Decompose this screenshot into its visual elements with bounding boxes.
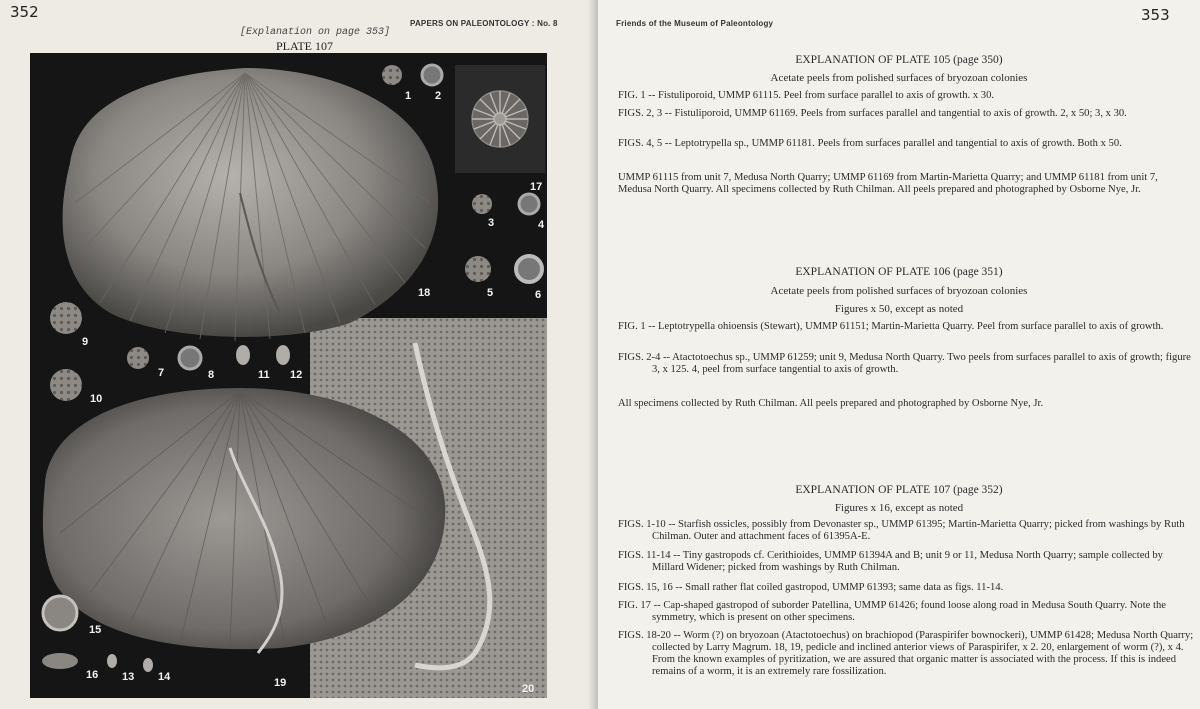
gastropod-13	[107, 654, 117, 668]
ossicle-4	[519, 194, 539, 214]
fig-label-20: 20	[522, 683, 535, 695]
ossicle-8	[179, 347, 201, 369]
plate-105-subheading: Acetate peels from polished surfaces of bryozoan colonies	[770, 72, 1028, 84]
fig-label-16: 16	[86, 669, 99, 681]
plate-106-entry-1: FIG. 1 -- Leptotrypella ohioensis (Stewart), UMMP 61151; Martin-Marietta Quarry. Peel from surface parallel to axis of growth.	[618, 321, 1164, 332]
fig-label-12: 12	[290, 369, 303, 381]
plate-107-entry-2: FIGS. 11-14 -- Tiny gastropods cf. Cerithioides, UMMP 61394A and B; unit 9 or 11, Medusa North Quarry; sample collected by Millard Widener; picked from washings by Ruth Chilman.	[618, 550, 1163, 573]
fig-label-5: 5	[487, 287, 494, 299]
ossicle-10	[50, 369, 82, 401]
fig-label-17: 17	[530, 181, 543, 193]
fig-label-4: 4	[538, 219, 545, 231]
gastropod-14	[143, 658, 153, 672]
plate-107-photo	[30, 53, 547, 698]
fig-label-9: 9	[82, 336, 89, 348]
plate-105-heading: EXPLANATION OF PLATE 105 (page 350)	[795, 54, 1003, 66]
ossicle-7	[127, 347, 149, 369]
fig-label-13: 13	[122, 671, 135, 683]
plate-105-entry-2: FIGS. 2, 3 -- Fistuliporoid, UMMP 61169. Peels from surfaces parallel and tangential to axis of growth. 2, x 50; 3, x 30.	[618, 108, 1127, 119]
gastropod-12	[276, 345, 290, 365]
plate-photo-montage	[30, 53, 547, 698]
fig-label-6: 6	[535, 289, 542, 301]
ossicle-2	[422, 65, 442, 85]
fig-label-10: 10	[90, 393, 103, 405]
fig-label-18: 18	[418, 287, 431, 299]
figure-17-gastropod	[472, 91, 528, 147]
plate-107-entry-1: FIGS. 1-10 -- Starfish ossicles, possibly from Devonaster sp., UMMP 61395; Martin-Marietta Quarry; picked from washings by Ruth Chilman. Outer and attachment faces of 61395A-E.	[618, 519, 1185, 542]
figure-18-shell	[63, 68, 442, 337]
fig-label-3: 3	[488, 217, 495, 229]
right-running-head: Friends of the Museum of Paleontology	[616, 19, 774, 28]
plate-105-entry-3: FIGS. 4, 5 -- Leptotrypella sp., UMMP 61181. Peels from surfaces parallel and tangential to axis of growth. Both x 50.	[618, 138, 1122, 149]
right-page-number: 353	[1141, 6, 1170, 24]
plate-106-subheading-2: Figures x 50, except as noted	[834, 303, 964, 315]
left-page	[0, 0, 598, 709]
plate-107-entry-4: FIG. 17 -- Cap-shaped gastropod of suborder Patellina, UMMP 61426; found loose along road in Medusa South Quarry. Note the symmetry, which is present on other specimens.	[618, 600, 1166, 623]
plate-106-entry-2: FIGS. 2-4 -- Atactotoechus sp., UMMP 61259; unit 9, Medusa North Quarry. Two peels from surfaces parallel to axis of growth; figure 3, x 125. 4, peel from surface tangential to axis of growth.	[618, 352, 1191, 375]
fig-label-19: 19	[274, 677, 287, 689]
left-page-number: 352	[10, 3, 39, 21]
plate-106-subheading-1: Acetate peels from polished surfaces of bryozoan colonies	[770, 285, 1028, 297]
ossicle-1	[382, 65, 402, 85]
plate-107-entry-3: FIGS. 15, 16 -- Small rather flat coiled gastropod, UMMP 61393; same data as figs. 11-14.	[618, 582, 1004, 593]
plate-106-heading: EXPLANATION OF PLATE 106 (page 351)	[795, 266, 1003, 278]
fig-label-15: 15	[89, 624, 102, 636]
ossicle-6	[516, 256, 542, 282]
plate-107-heading: EXPLANATION OF PLATE 107 (page 352)	[795, 484, 1003, 496]
plate-106-note: All specimens collected by Ruth Chilman. All peels prepared and photographed by Osborne Nye, Jr.	[618, 398, 1044, 409]
ossicle-5	[465, 256, 491, 282]
plate-107-entry-5: FIGS. 18-20 -- Worm (?) on bryozoan (Atactotoechus) on brachiopod (Paraspirifer bownockeri), UMMP 61428; Medusa North Quarry; collected by Larry Magrum. 18, 19, pedicle and inclined anterior views of Paraspirifer, x 2. 20, enlargement of worm (?), x 4. From the known examples of pyritization, we are assured that organic matter is associated with the process. If this is indeed remains of a worm, it is an extremely rare fossilization.	[618, 630, 1194, 677]
ossicle-3	[472, 194, 492, 214]
left-running-head: PAPERS ON PALEONTOLOGY : No. 8	[410, 19, 558, 28]
fig-label-11: 11	[258, 369, 270, 381]
right-page	[598, 0, 1200, 709]
figure-19-shell	[43, 388, 445, 649]
fig-label-2: 2	[435, 90, 442, 102]
explanation-note: [Explanation on page 353]	[240, 27, 391, 38]
fig-label-8: 8	[208, 369, 215, 381]
plate-105-entry-1: FIG. 1 -- Fistuliporoid, UMMP 61115. Peel from surface parallel to axis of growth. x 30.	[618, 90, 995, 101]
ossicle-9	[50, 302, 82, 334]
fig-label-1: 1	[405, 90, 412, 102]
fig-label-7: 7	[158, 367, 165, 379]
fig-label-14: 14	[158, 671, 171, 683]
gastropod-11	[236, 345, 250, 365]
plate-title: PLATE 107	[276, 39, 333, 53]
plate-105-note: UMMP 61115 from unit 7, Medusa North Quarry; UMMP 61169 from Martin-Marietta Quarry; and UMMP 61181 from unit 7, Medusa North Quarry. All specimens collected by Ruth Chilman. All peels prepared and photographed by Osborne Nye, Jr.	[618, 172, 1158, 195]
plate-107-subheading: Figures x 16, except as noted	[834, 502, 964, 514]
gastropod-15	[43, 596, 77, 630]
gastropod-16	[42, 653, 78, 669]
